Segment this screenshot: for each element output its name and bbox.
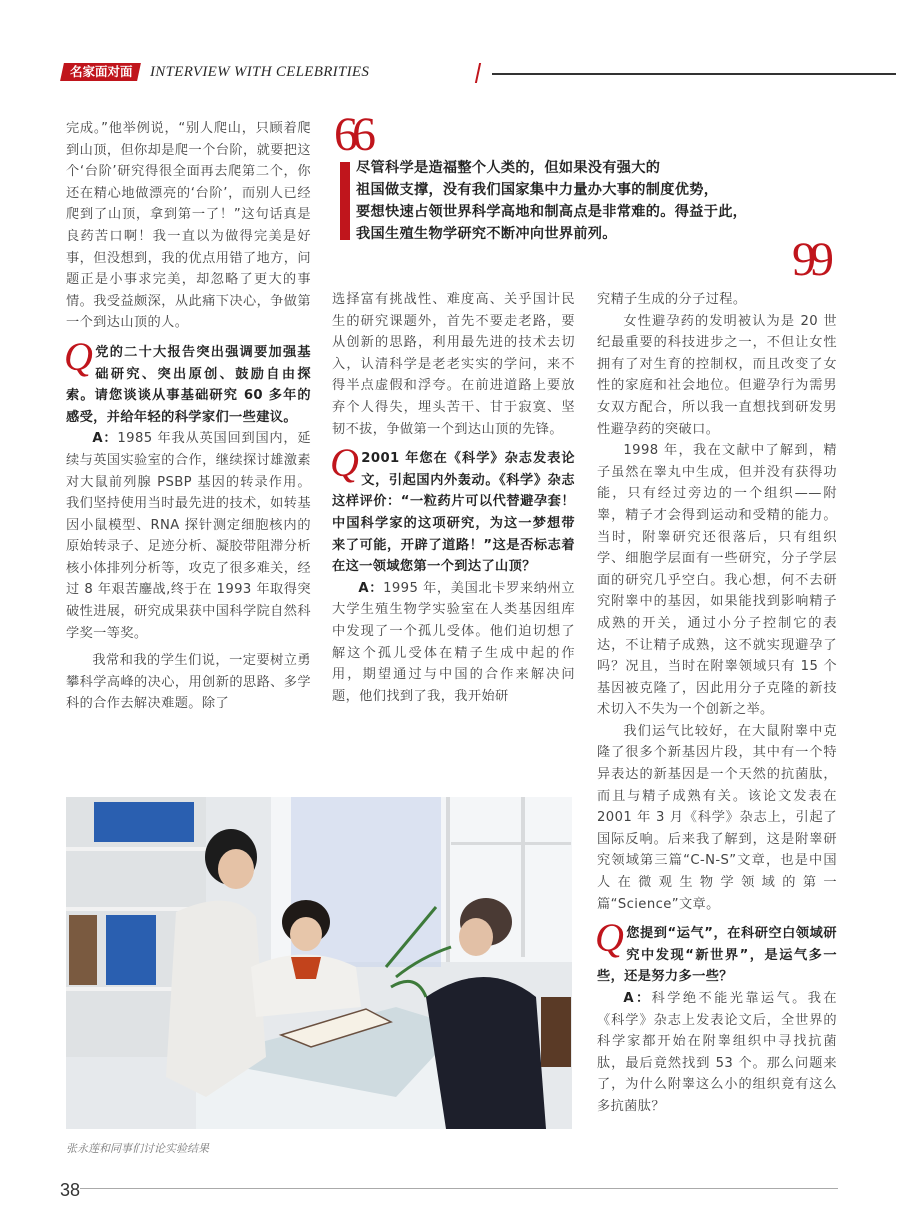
section-header <box>62 63 836 83</box>
article-column-1 <box>66 118 311 715</box>
paragraph: 我们运气比较好，在大鼠附睾中克隆了很多个新基因片段，其中有一个特异表达的新基因是一个天然的抗菌肽，而且与精子成熟有关。该论文发表在 2001 年 3 月《科学》杂志上，引起了国际反响。后来我了解到，这是附睾研究领域第三篇“C-N-S”文章，也是中国人在微观生物学领域的第一篇“Science”文章。 <box>597 723 837 912</box>
q-mark-icon: Q <box>330 440 360 486</box>
question-text: 您提到“运气”，在科研空白领域研究中发现“新世界”，是运气多一些，还是努力多一些？ <box>597 926 837 985</box>
paragraph: 究精子生成的分子过程。 <box>597 292 747 307</box>
question-heading <box>64 333 311 428</box>
answer-label: A： <box>92 431 118 447</box>
footer-rule <box>80 1188 838 1189</box>
section-tag <box>60 63 140 81</box>
answer-label: A： <box>358 580 384 596</box>
q-mark-icon: Q <box>64 333 94 379</box>
article-column-3 <box>597 289 837 1118</box>
answer-paragraph <box>597 988 837 1118</box>
answer-paragraph <box>66 428 311 644</box>
pull-quote-line: 我国生殖生物学研究不断冲向世界前列。 <box>356 226 617 242</box>
answer-text: 1995 年，美国北卡罗来纳州立大学生殖生物学实验室在人类基因组库中发现了一个孤儿受体。他们迫切想了解这个孤儿受体在精子生成中起的作用，期望通过与中国的合作来解决问题，他们找到了我，我开始研 <box>332 580 575 704</box>
close-quote-icon: 99 <box>792 233 828 286</box>
question-text: 2001 年您在《科学》杂志发表论文，引起国内外轰动。《科学》杂志这样评价：“一粒药片可以代替避孕套！中国科学家的这项研究，为这一梦想带来了可能，开辟了道路！”这是否标志着在这一领域您第一个到达了山顶？ <box>332 451 575 575</box>
question-heading <box>595 915 837 988</box>
header-accent-bar <box>475 63 481 83</box>
q-mark-icon: Q <box>595 915 625 961</box>
pull-quote-line: 尽管科学是造福整个人类的，但如果没有强大的 <box>356 160 661 176</box>
pull-quote-bar <box>340 162 350 240</box>
paragraph: 我常和我的学生们说，一定要树立勇攀科学高峰的决心，用创新的思路、多学科的合作去解决难题。除了 <box>66 653 311 712</box>
paragraph: 完成。”他举例说，“别人爬山，只顾着爬到山顶，但你却是爬一个台阶，就要把这个‘台阶’研究得很全面再去爬第二个，你还在精心地做漂亮的‘台阶’，而别人已经爬到了山顶，拿到第一了！”这句话真是良药苦口啊！我一直以为做得完美是好事，但没想到，我的优点用错了地方，问题正是小事求完美，却忽略了更大的事情。我受益颇深，从此痛下决心，争做第一个到达山顶的人。 <box>66 121 311 331</box>
pull-quote <box>330 108 860 286</box>
header-rule <box>492 73 896 75</box>
lab-photo-illustration <box>66 797 572 1129</box>
article-column-2 <box>332 289 575 707</box>
lab-photo <box>66 797 572 1129</box>
section-tag-label: 名家面对面 <box>70 64 133 79</box>
pull-quote-line: 祖国做支撑，没有我们国家集中力量办大事的制度优势， <box>356 182 719 198</box>
paragraph: 女性避孕药的发明被认为是 20 世纪最重要的科技进步之一，不但让女性拥有了对生育的控制权，而且改变了女性的家庭和社会地位。但避孕行为需男女双方配合，所以我一直想找到研发男性避孕药的突破口。 <box>597 313 837 437</box>
pull-quote-line: 要想快速占领世界科学高地和制高点是非常难的。得益于此， <box>356 204 748 220</box>
answer-label: A： <box>623 991 652 1006</box>
question-heading <box>330 440 575 578</box>
question-text: 党的二十大报告突出强调要加强基础研究、突出原创、鼓励自由探索。请您谈谈从事基础研究 60 多年的感受，并给年轻的科学家们一些建议。 <box>66 344 311 425</box>
section-title-en: INTERVIEW WITH CELEBRITIES <box>150 64 370 80</box>
paragraph: 选择富有挑战性、难度高、关乎国计民生的研究课题外，首先不要走老路，要从创新的思路，利用最先进的技术去切入，认清科学是老老实实的学问，来不得半点虚假和浮夸。在前进道路上要放弃个人得失，埋头苦干、甘于寂寞、坚韧不拔，争做第一个到达山顶的先锋。 <box>332 292 575 437</box>
open-quote-icon: 66 <box>334 108 370 161</box>
answer-paragraph <box>332 578 575 708</box>
photo-caption: 张永莲和同事们讨论实验结果 <box>66 1142 209 1155</box>
paragraph: 1998 年，我在文献中了解到，精子虽然在睾丸中生成，但并没有获得功能，只有经过旁边的一个组织——附睾，精子才会得到运动和受精的能力。当时，附睾研究还很落后，只有组织学、细胞学层面有一些研究，分子学层面的研究几乎空白。我心想，何不去研究附睾中的基因，如果能找到影响精子成熟的开关，通过小分子控制它的表达，不让精子成熟，这不就实现避孕了吗？况且，当时在附睾领域只有 15 个基因被克隆了，因此用分子克隆的新技术切入不失为一个创新之举。 <box>597 443 837 718</box>
pull-quote-text <box>356 157 826 245</box>
page-number: 38 <box>60 1180 81 1200</box>
answer-text: 1985 年我从英国回到国内，延续与英国实验室的合作，继续探讨雄激素对大鼠前列腺 PSBP 基因的转录作用。我们坚持使用当时最先进的技术，如转基因小鼠模型、RNA 探针测定细胞核内的原始转录子、足迹分析、凝胶带阻滞分析核小体排列分析等，攻克了很多难关，经过 8 年艰苦鏖战,终于在 1993 年取得突破性进展，研究成果获中国科学院自然科学奖一等奖。 <box>66 431 311 641</box>
answer-text: 科学绝不能光靠运气。我在《科学》杂志上发表论文后，全世界的科学家都开始在附睾组织中寻找抗菌肽，最后竟然找到 53 个。那么问题来了，为什么附睾这么小的组织竟有这么多抗菌肽？ <box>597 991 837 1114</box>
